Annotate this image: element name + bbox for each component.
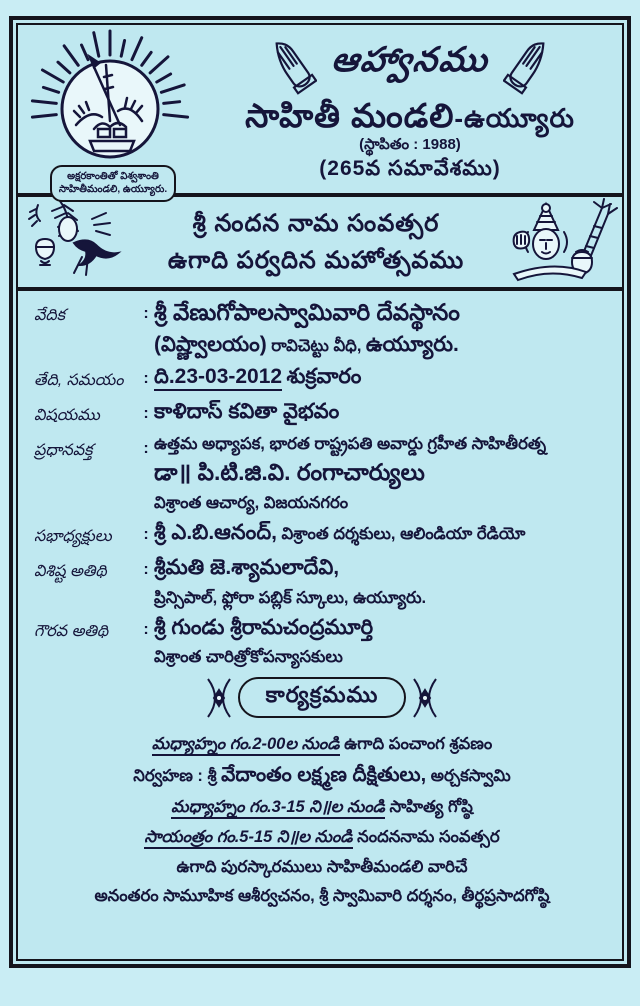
special-guest-label: విశిష్ట అతిథి	[34, 563, 107, 581]
honored-guest-label: గౌరవ అతిథి	[34, 623, 109, 640]
speaker-desc: విశ్రాంత ఆచార్య, విజయనగరం	[154, 493, 349, 512]
program-item-1-time: మధ్యాహ్నం గం.2-00ల నుండి	[152, 735, 340, 756]
organization-title	[198, 99, 622, 134]
colon: :	[143, 621, 149, 638]
datetime-label: తేది, సమయం	[34, 371, 124, 389]
praying-hands-icon	[265, 33, 317, 95]
program-item-2-name: వేదాంతం లక్ష్మణ దీక్షితులు,	[221, 764, 427, 787]
event-day: శుక్రవారం	[286, 364, 362, 388]
header-section	[18, 25, 622, 197]
logo-motto	[50, 165, 176, 202]
program-schedule	[34, 725, 610, 907]
parrot-mango-ornament-icon	[22, 199, 126, 285]
invitation-card-inner	[16, 23, 624, 961]
colon: :	[143, 561, 149, 579]
flower-ornament-icon	[410, 677, 440, 719]
speaker-value	[154, 434, 610, 514]
meeting-number: (265వ సమావేశము)	[319, 156, 501, 180]
colon: :	[143, 439, 149, 457]
venue-street: రావిచెట్టు వీధి,	[271, 336, 362, 355]
president-row	[34, 520, 610, 549]
details-section	[18, 291, 622, 959]
speaker-titles: ఉత్తమ అధ్యాపక, భారత రాష్ట్రపతి అవార్డు గ్రహీత సాహితీరత్న	[154, 434, 547, 453]
org-name: సాహితీ మండలి	[245, 97, 455, 134]
speaker-label: ప్రధానవక్త	[34, 441, 93, 459]
event-title-band	[18, 197, 622, 291]
honored-guest-row	[34, 615, 610, 669]
event-title	[126, 205, 506, 279]
topic-value	[154, 399, 610, 425]
honored-guest-value	[154, 615, 610, 669]
special-guest-desc: ప్రిన్సిపాల్, ఫ్లోరా పబ్లిక్ స్కూలు, ఉయ్యూరు.	[154, 588, 427, 607]
sun-rays-logo-icon	[24, 29, 196, 179]
program-item-3-time: మధ్యాహ్నం గం.3-15 ని॥ల నుండి	[171, 798, 385, 819]
program-item-5: ఉగాది పురస్కారములు సాహితీమండలి వారిచే	[176, 857, 468, 876]
colon: :	[143, 305, 149, 322]
honored-guest-desc: విశ్రాంత చారిత్రోకోపన్యాసకులు	[154, 648, 343, 667]
program-item-4	[34, 827, 610, 848]
established-year: (స్థాపితం : 1988)	[359, 135, 461, 153]
colon: :	[143, 526, 149, 544]
president-label: సభాధ్యక్షులు	[34, 528, 112, 546]
speaker-row	[34, 434, 610, 514]
venue-row	[34, 299, 610, 358]
program-item-4-time: సాయంత్రం గం.5-15 ని॥ల నుండి	[144, 828, 352, 849]
invitation-card	[9, 16, 631, 968]
datetime-value	[154, 364, 610, 390]
venue-label: వేదిక	[34, 307, 66, 324]
program-item-3	[34, 797, 610, 818]
venue-address	[154, 332, 610, 358]
program-item-2	[34, 763, 610, 788]
topic-label: విషయము	[34, 406, 100, 424]
header-center	[198, 25, 622, 186]
program-item-1-text: ఉగాది పంచాంగ శ్రవణం	[344, 734, 493, 753]
invitation-title: ఆహ్వానము	[329, 40, 493, 79]
topic-row	[34, 399, 610, 428]
program-item-4-text: నందననామ సంవత్సర	[357, 827, 500, 846]
president-name: శ్రీ ఎ.బి.ఆనంద్,	[154, 521, 277, 545]
president-desc: విశ్రాంత దర్శకులు, ఆలిండియా రేడియో	[281, 525, 526, 544]
event-title-line1: శ్రీ నందన నామ సంవత్సర	[192, 209, 440, 237]
goddess-sugarcane-ornament-icon	[506, 198, 618, 286]
special-guest-name: శ్రీమతి జె.శ్యామలాదేవి,	[154, 556, 340, 580]
logo-motto-line1: అక్షరకాంతితో విశ్వశాంతి	[67, 170, 159, 182]
program-item-2-prefix: నిర్వహణ : శ్రీ	[133, 767, 217, 786]
venue-temple: (విష్ణ్వాలయం)	[154, 332, 267, 356]
event-title-line2: ఉగాది పర్వదిన మహోత్సవము	[167, 247, 465, 274]
speaker-name: డా॥ పి.టి.జి.వి. రంగాచార్యులు	[154, 459, 425, 486]
program-item-6: అనంతరం సామూహిక ఆశీర్వచనం, శ్రీ స్వామివారి దర్శనం, తీర్థప్రసాదగోష్ఠి	[94, 887, 550, 906]
colon: :	[143, 369, 149, 387]
special-guest-row	[34, 555, 610, 609]
invitation-banner	[198, 29, 622, 99]
program-item-2-suffix: అర్చకస్వామి	[430, 767, 511, 786]
colon: :	[143, 404, 149, 422]
program-item-1	[34, 734, 610, 755]
venue-name: శ్రీ వేణుగోపాలస్వామివారి దేవస్థానం	[154, 299, 460, 325]
program-banner	[34, 677, 610, 719]
event-date: ది.23-03-2012	[154, 365, 282, 391]
society-logo	[24, 29, 202, 202]
topic-title: కాళిదాస్ కవితా వైభవం	[154, 399, 340, 423]
special-guest-value	[154, 555, 610, 609]
flower-ornament-icon	[204, 677, 234, 719]
program-banner-label: కార్యక్రమము	[238, 677, 407, 718]
venue-value	[154, 299, 610, 358]
venue-town: ఉయ్యూరు.	[365, 332, 459, 356]
praying-hands-icon	[503, 33, 555, 95]
logo-motto-line2: సాహితీమండలి, ఉయ్యూరు.	[58, 184, 168, 195]
datetime-row	[34, 364, 610, 393]
program-item-3-text: సాహిత్య గోష్ఠి	[389, 798, 473, 817]
honored-guest-name: శ్రీ గుండు శ్రీరామచంద్రమూర్తి	[154, 616, 374, 639]
president-value	[154, 520, 610, 546]
org-place: -ఉయ్యూరు	[454, 103, 575, 133]
